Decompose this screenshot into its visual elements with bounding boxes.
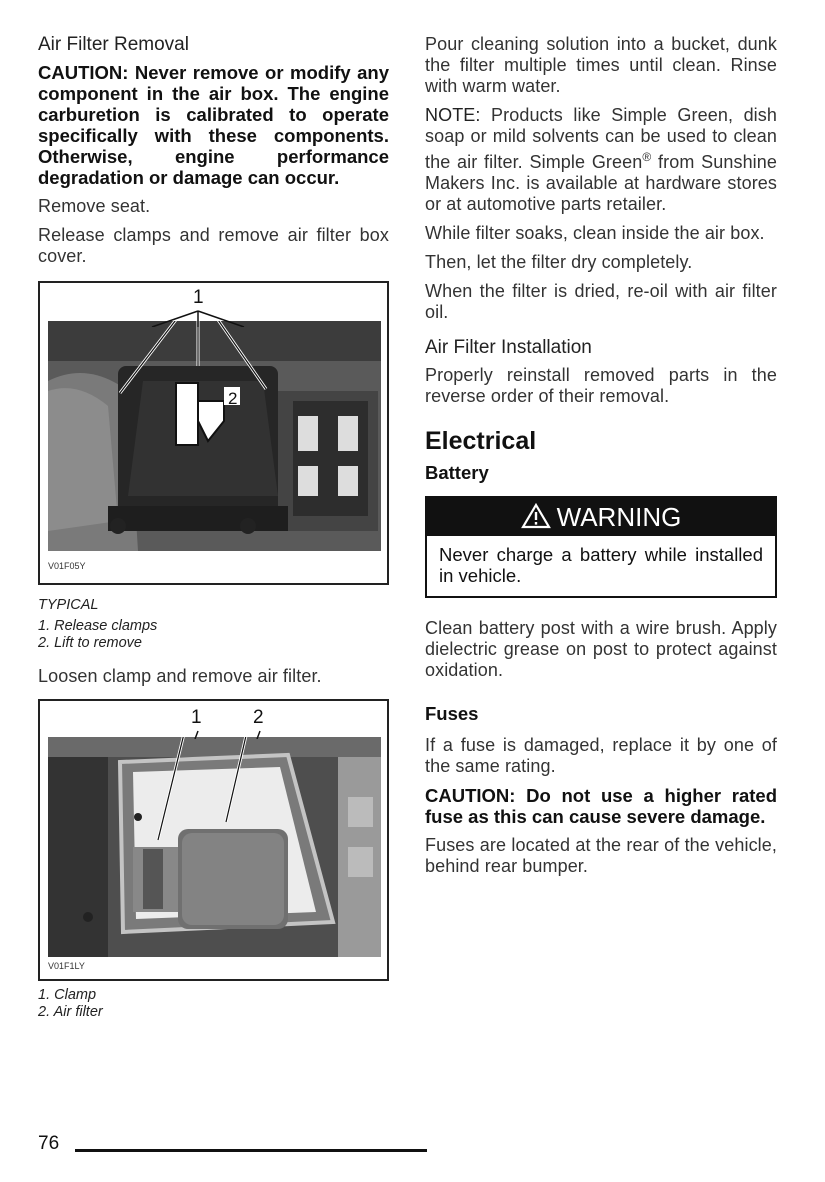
dry-paragraph: Then, let the filter dry completely. (425, 252, 693, 272)
note-label: NOTE: (425, 105, 481, 125)
caption-title: TYPICAL (38, 597, 99, 613)
section-title-electrical: Electrical (425, 427, 537, 455)
warning-box (425, 496, 777, 598)
step-loosen-clamp: Loosen clamp and remove air filter. (38, 666, 322, 686)
warning-header (427, 498, 775, 536)
caption-item-1: 1. Release clamps (38, 618, 158, 634)
soak-paragraph: While filter soaks, clean inside the air box. (425, 223, 765, 243)
fuse-caution-text: Do not use a higher rated fuse as this can cause severe damage. (425, 785, 777, 827)
figure-code: V01F1LY (48, 961, 85, 971)
page-number: 76 (38, 1133, 60, 1154)
note-paragraph (425, 105, 777, 215)
fuses-paragraph: If a fuse is damaged, replace it by one of the same rating. (425, 735, 777, 776)
fuse-caution-paragraph (425, 785, 777, 827)
warning-label: WARNING (556, 502, 682, 532)
air-filter-photo (48, 737, 381, 957)
note-text-a: Products like Simple Green, dish soap or mild solvents can be used to clean the air filter. Simple Green (425, 105, 777, 172)
section-title-air-filter-installation: Air Filter Installation (425, 337, 592, 358)
warning-triangle-icon (521, 503, 551, 529)
subsection-title-battery: Battery (425, 462, 489, 483)
callout-2: 2 (228, 389, 238, 408)
figure-code: V01F05Y (48, 561, 86, 571)
reoil-paragraph: When the filter is dried, re-oil with air filter oil. (425, 281, 777, 322)
registered-mark: ® (642, 150, 652, 164)
callout-1: 1 (193, 287, 204, 308)
left-column (38, 34, 389, 1021)
caption-item-1: 1. Clamp (38, 987, 97, 1003)
note-text-b: from Sunshine Makers Inc. is available at hardware stores or at automotive parts retailer. (425, 152, 778, 214)
step-remove-seat: Remove seat. (38, 196, 151, 216)
installation-paragraph: Properly reinstall removed parts in the reverse order of their removal. (425, 365, 777, 406)
fuse-caution-label: CAUTION: (425, 785, 516, 806)
figure-air-filter (38, 699, 389, 981)
warning-text: Never charge a battery while installed in vehicle. (439, 544, 763, 586)
right-column (425, 34, 777, 885)
callout-1: 1 (191, 707, 202, 728)
footer-rule (75, 1149, 427, 1152)
airbox-cover-photo (48, 321, 381, 551)
step-release-clamps: Release clamps and remove air filter box cover. (38, 225, 389, 266)
callout-arrow-lines (48, 297, 381, 327)
cleaning-paragraph: Pour cleaning solution into a bucket, dunk the filter multiple times until clean. Rinse with warm water. (425, 34, 777, 96)
subsection-title-fuses: Fuses (425, 703, 479, 724)
caution-label: CAUTION: (38, 62, 129, 83)
caption-item-2: 2. Lift to remove (38, 635, 142, 651)
section-title-air-filter-removal: Air Filter Removal (38, 34, 189, 55)
caution-paragraph (38, 62, 389, 188)
caption-item-2: 2. Air filter (38, 1004, 103, 1020)
figure-airbox-cover (38, 281, 389, 585)
fuses-location-paragraph: Fuses are located at the rear of the vehicle, behind rear bumper. (425, 835, 777, 876)
battery-paragraph: Clean battery post with a wire brush. Apply dielectric grease on post to protect against oxidation. (425, 618, 777, 680)
caution-text: Never remove or modify any component in the air box. The engine carburetion is calibrated to operate specifically with these components. Otherwise, engine performance degradation or damage can occur. (38, 62, 389, 188)
callout-2: 2 (253, 707, 264, 728)
callout-arrow-lines-2 (48, 715, 381, 739)
